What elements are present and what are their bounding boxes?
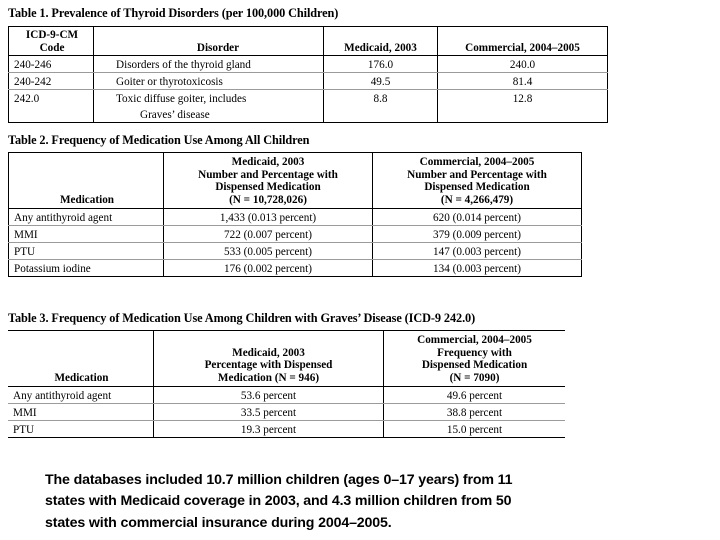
table-row-continuation [9,106,608,123]
table1-cell-commercial-empty [438,106,608,123]
table-row [9,209,582,226]
table2-col-commercial: Commercial, 2004–2005 Number and Percentage with Dispensed Medication (N = 4,266,479) [373,153,582,209]
table2-cell-commercial: 379 (0.009 percent) [373,226,582,243]
table1-cell-commercial: 240.0 [438,56,608,73]
table1-col-medicaid: Medicaid, 2003 [324,27,438,56]
table2-caption: Table 2. Frequency of Medication Use Among All Children [8,133,310,147]
table3-caption: Table 3. Frequency of Medication Use Among Children with Graves’ Disease (ICD-9 242.0) [8,311,476,325]
table2-body [9,209,582,277]
table3-cell-commercial: 49.6 percent [384,387,566,404]
table1-cell-medicaid: 176.0 [324,56,438,73]
table2-cell-medicaid: 533 (0.005 percent) [164,243,373,260]
table3-cell-commercial: 15.0 percent [446,423,503,436]
table2-cell-commercial: 620 (0.014 percent) [373,209,582,226]
table2-cell-medication: PTU [9,243,164,260]
table3-header [8,331,565,387]
table2-cell-medicaid: 1,433 (0.013 percent) [164,209,373,226]
table1-cell-code: 242.0 [9,90,94,107]
table1-col-disorder: Disorder [94,27,324,56]
table-row [9,56,608,73]
table1-cell-commercial: 81.4 [438,73,608,90]
table-row [9,243,582,260]
table3-header-row [8,331,565,387]
table1-cell-disorder: Goiter or thyrotoxicosis [94,73,324,90]
table1-cell-disorder-continued: Graves’ disease [94,106,324,123]
table1-cell-commercial: 12.8 [438,90,608,107]
summary-caption-line-3: states with commercial insurance during 2004–2005. [45,514,392,531]
table1-col-icd-code: ICD-9-CM Code [9,27,94,56]
summary-caption [45,470,705,534]
table2-col-medicaid: Medicaid, 2003 Number and Percentage with Dispensed Medication (N = 10,728,026) [164,153,373,209]
table3-cell-medicaid: 53.6 percent [154,387,384,404]
table-row [8,387,565,404]
table3-cell-medication: PTU [8,421,154,438]
table1-prevalence-of-thyroid-disorders [8,26,608,123]
table1-col-commercial: Commercial, 2004–2005 [438,27,608,56]
table3-cell-medication: MMI [8,404,154,421]
table3-cell-medication: Any antithyroid agent [8,387,154,404]
summary-caption-line-1: The databases included 10.7 million children (ages 0–17 years) from 11 [45,472,513,488]
table3-cell-medicaid: 33.5 percent [154,404,384,421]
table3-body [8,387,565,438]
table2-col-medication: Medication [9,153,164,209]
summary-caption-line-2: states with Medicaid coverage in 2003, and 4.3 million children from 50 [45,493,512,510]
table1-cell-disorder: Disorders of the thyroid gland [94,56,324,73]
table-row [9,90,608,107]
table1-cell-medicaid: 8.8 [324,90,438,107]
table1-cell-code-empty [9,106,94,123]
table-row [9,73,608,90]
table1-cell-medicaid: 49.5 [324,73,438,90]
table3-medication-use-graves-disease [8,330,565,438]
table1-header-row [9,27,608,56]
table1-cell-medicaid-empty [324,106,438,123]
table3-col-medication: Medication [8,331,154,387]
table1-cell-code: 240-242 [9,73,94,90]
table3-col-commercial: Commercial, 2004–2005 Frequency with Dispensed Medication (N = 7090) [384,331,566,387]
table-row [8,404,565,421]
table2-header-row [9,153,582,209]
table2-cell-commercial: 134 (0.003 percent) [373,260,582,277]
table3-cell-commercial: 38.8 percent [384,404,566,421]
table2-header [9,153,582,209]
table-row [8,421,565,438]
table1-header [9,27,608,56]
table1-caption: Table 1. Prevalence of Thyroid Disorders (per 100,000 Children) [8,6,339,20]
table-row [9,226,582,243]
table1-body [9,56,608,123]
table2-cell-commercial: 147 (0.003 percent) [373,243,582,260]
table2-medication-use-all-children [8,152,582,277]
table1-cell-disorder: Toxic diffuse goiter, includes [94,90,324,107]
table2-cell-medicaid: 176 (0.002 percent) [164,260,373,277]
table1-cell-code: 240-246 [9,56,94,73]
table2-cell-medication: Any antithyroid agent [9,209,164,226]
table2-cell-medication: MMI [9,226,164,243]
table2-cell-medication: Potassium iodine [9,260,164,277]
table2-cell-medicaid: 722 (0.007 percent) [164,226,373,243]
table3-cell-medicaid: 19.3 percent [154,421,384,438]
table3-col-medicaid: Medicaid, 2003 Percentage with Dispensed Medication (N = 946) [154,331,384,387]
table-row [9,260,582,277]
